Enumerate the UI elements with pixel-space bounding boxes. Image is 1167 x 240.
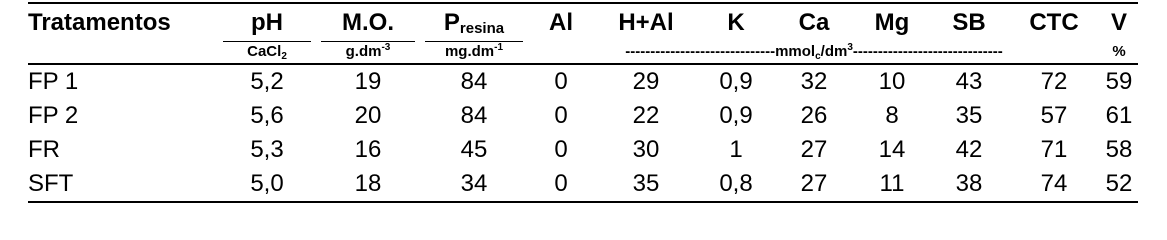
unit-mmol-sub: c xyxy=(815,51,821,62)
header-ca: Ca xyxy=(774,3,854,41)
cell-sb: 42 xyxy=(955,136,983,163)
soil-analysis-table xyxy=(28,2,1138,203)
cell-ca: 26 xyxy=(800,102,828,129)
cell-hal: 22 xyxy=(632,102,660,129)
cell-ph: 5,0 xyxy=(218,167,316,202)
header-mg: Mg xyxy=(854,3,930,41)
cell-ph: 5,6 xyxy=(250,102,284,129)
cell-ca: 27 xyxy=(774,167,854,202)
table-row xyxy=(28,167,1138,202)
unit-mo-sup: -3 xyxy=(381,42,391,53)
unit-ph-main: CaCl xyxy=(247,43,282,60)
cell-mo: 20 xyxy=(354,102,382,129)
cell-al: 0 xyxy=(554,102,568,129)
header-tratamentos: Tratamentos xyxy=(28,3,218,41)
unit-p-main: mg.dm xyxy=(444,43,495,60)
cell-ca: 32 xyxy=(800,68,828,95)
cell-name: FR xyxy=(28,136,60,163)
header-row xyxy=(28,3,1138,41)
unit-mmol-right: ------------------------------ xyxy=(852,43,1003,60)
unit-mmol-mid: /dm xyxy=(820,43,848,60)
cell-v: 59 xyxy=(1105,68,1133,95)
cell-al: 0 xyxy=(528,167,594,202)
header-al: Al xyxy=(528,3,594,41)
header-ph: pH xyxy=(218,3,316,41)
cell-mg: 11 xyxy=(854,167,930,202)
cell-ctc: 72 xyxy=(1040,68,1068,95)
unit-mmol-left: ------------------------------mmol xyxy=(625,43,816,60)
cell-mg: 14 xyxy=(878,136,906,163)
header-hal: H+Al xyxy=(594,3,698,41)
unit-p-sup: -1 xyxy=(494,42,504,53)
cell-p: 84 xyxy=(460,68,488,95)
cell-k: 0,9 xyxy=(719,102,753,129)
cell-v: 58 xyxy=(1105,136,1133,163)
unit-mmol-span xyxy=(528,41,1100,64)
table-row xyxy=(28,133,1138,167)
cell-p: 45 xyxy=(460,136,488,163)
units-row xyxy=(28,41,1138,64)
header-k: K xyxy=(698,3,774,41)
units-empty xyxy=(28,41,218,64)
cell-p: 84 xyxy=(460,102,488,129)
cell-ph: 5,3 xyxy=(250,136,284,163)
cell-mo: 19 xyxy=(354,68,382,95)
cell-p: 34 xyxy=(420,167,528,202)
table-row xyxy=(28,64,1138,99)
cell-mo: 18 xyxy=(316,167,420,202)
cell-name: SFT xyxy=(28,167,218,202)
cell-v: 61 xyxy=(1105,102,1133,129)
unit-mo xyxy=(316,41,420,64)
cell-ca: 27 xyxy=(800,136,828,163)
cell-mg: 10 xyxy=(878,68,906,95)
header-p-sub: resina xyxy=(459,20,505,37)
cell-ctc: 71 xyxy=(1040,136,1068,163)
cell-ph: 5,2 xyxy=(250,68,284,95)
unit-p xyxy=(420,41,528,64)
cell-k: 0,9 xyxy=(719,68,753,95)
cell-hal: 29 xyxy=(632,68,660,95)
unit-ph xyxy=(218,41,316,64)
cell-mg: 8 xyxy=(885,102,899,129)
cell-k: 0,8 xyxy=(698,167,774,202)
cell-sb: 43 xyxy=(955,68,983,95)
header-v: V xyxy=(1100,3,1138,41)
cell-name: FP 1 xyxy=(28,68,79,95)
cell-v: 52 xyxy=(1100,167,1138,202)
unit-v: % xyxy=(1100,41,1138,64)
cell-k: 1 xyxy=(729,136,743,163)
cell-name: FP 2 xyxy=(28,102,79,129)
header-p-resina xyxy=(420,3,528,41)
table-row xyxy=(28,99,1138,133)
header-sb: SB xyxy=(930,3,1008,41)
header-ctc: CTC xyxy=(1008,3,1100,41)
cell-ctc: 74 xyxy=(1008,167,1100,202)
cell-al: 0 xyxy=(554,68,568,95)
cell-sb: 35 xyxy=(955,102,983,129)
unit-mmol-sup: 3 xyxy=(847,42,853,53)
header-p-main: P xyxy=(443,9,460,36)
cell-ctc: 57 xyxy=(1040,102,1068,129)
cell-al: 0 xyxy=(554,136,568,163)
cell-mo: 16 xyxy=(354,136,382,163)
cell-sb: 38 xyxy=(930,167,1008,202)
unit-mo-main: g.dm xyxy=(345,43,382,60)
header-mo: M.O. xyxy=(316,3,420,41)
cell-hal: 35 xyxy=(594,167,698,202)
cell-hal: 30 xyxy=(632,136,660,163)
unit-ph-sub: 2 xyxy=(281,51,287,62)
